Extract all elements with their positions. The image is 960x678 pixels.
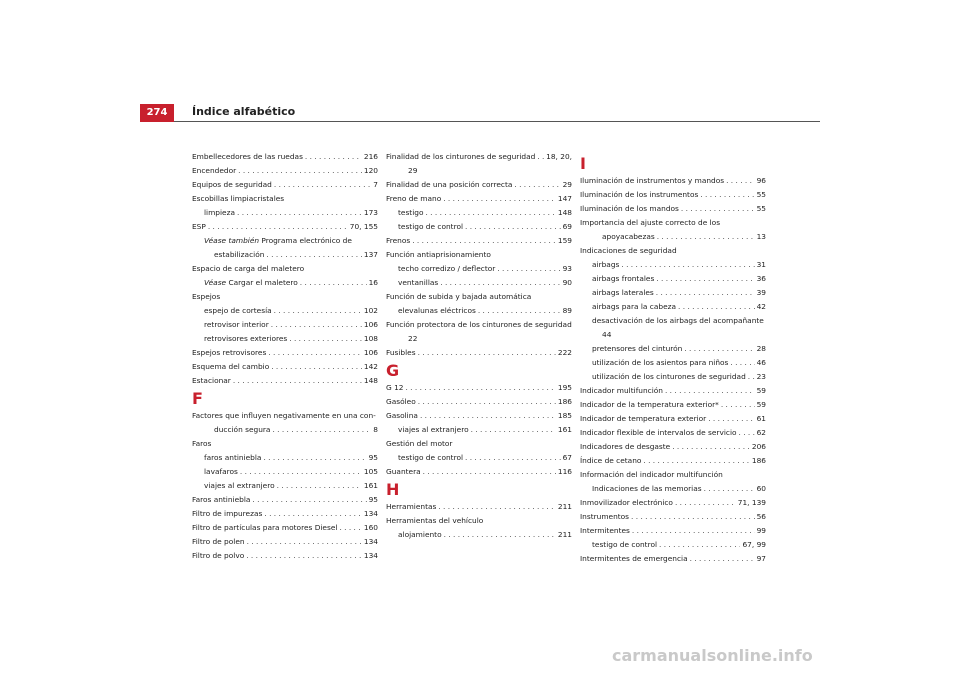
index-subentry: estabilización . . . 137 bbox=[192, 248, 378, 262]
index-subentry: Indicaciones de las memorias . . . 60 bbox=[580, 482, 766, 496]
index-subentry: testigo de control . . . 67 bbox=[386, 451, 572, 465]
index-entry: Inmovilizador electrónico . . . 71, 139 bbox=[580, 496, 766, 510]
index-entry: Intermitentes . . . 99 bbox=[580, 524, 766, 538]
index-see: Véase Cargar el maletero . . . 16 bbox=[192, 276, 378, 290]
index-entry: Información del indicador multifunción bbox=[580, 470, 723, 479]
index-entry: Espejos bbox=[192, 292, 221, 301]
index-entry: Indicador flexible de intervalos de servicio . . . 62 bbox=[580, 426, 766, 440]
index-entry: Índice de cetano . . . 186 bbox=[580, 454, 766, 468]
index-entry: Estacionar . . . 148 bbox=[192, 374, 378, 388]
index-entry: Indicaciones de seguridad bbox=[580, 246, 677, 255]
index-entry-continued: 29 bbox=[408, 166, 418, 175]
index-entry: Equipos de seguridad . . . 7 bbox=[192, 178, 378, 192]
index-entry: Indicador de la temperatura exterior* . . . 59 bbox=[580, 398, 766, 412]
index-see-also: Véase también Programa electrónico de bbox=[204, 236, 352, 245]
index-column-2 bbox=[386, 150, 572, 542]
index-entry: Función de subida y bajada automática bbox=[386, 292, 532, 301]
index-entry: Finalidad de una posición correcta . . . 29 bbox=[386, 178, 572, 192]
section-letter-f: F bbox=[192, 389, 203, 408]
index-entry: Faros antiniebla . . . 95 bbox=[192, 493, 378, 507]
index-entry: Iluminación de los mandos . . . 55 bbox=[580, 202, 766, 216]
index-column-1 bbox=[192, 150, 378, 563]
index-entry: Iluminación de los instrumentos . . . 55 bbox=[580, 188, 766, 202]
index-entry: Función protectora de los cinturones de seguridad bbox=[386, 320, 572, 329]
section-letter-g: G bbox=[386, 361, 400, 380]
index-subentry: testigo de control . . . 67, 99 bbox=[580, 538, 766, 552]
index-entry: Fusibles . . . 222 bbox=[386, 346, 572, 360]
index-entry: Escobillas limpiacristales bbox=[192, 194, 285, 203]
watermark: carmanualsonline.info bbox=[612, 646, 813, 665]
index-subentry: limpieza . . . 173 bbox=[192, 206, 378, 220]
index-entry: Herramientas del vehículo bbox=[386, 516, 484, 525]
index-entry: Indicador multifunción . . . 59 bbox=[580, 384, 766, 398]
index-entry: Filtro de impurezas . . . 134 bbox=[192, 507, 378, 521]
page-title: Índice alfabético bbox=[192, 105, 296, 118]
index-entry: Finalidad de los cinturones de seguridad . . . 18, 20, bbox=[386, 150, 572, 164]
index-entry: Embellecedores de las ruedas . . . 216 bbox=[192, 150, 378, 164]
index-entry: Espacio de carga del maletero bbox=[192, 264, 305, 273]
index-entry: Frenos . . . 159 bbox=[386, 234, 572, 248]
index-entry: Gestión del motor bbox=[386, 439, 453, 448]
index-subentry: testigo de control . . . 69 bbox=[386, 220, 572, 234]
index-subentry: airbags frontales . . . 36 bbox=[580, 272, 766, 286]
index-entry: Faros bbox=[192, 439, 212, 448]
index-entry: Iluminación de instrumentos y mandos . . . 96 bbox=[580, 174, 766, 188]
index-column-3 bbox=[580, 150, 766, 566]
section-letter-h: H bbox=[386, 480, 400, 499]
section-letter-i: I bbox=[580, 154, 586, 173]
index-subentry: airbags laterales . . . 39 bbox=[580, 286, 766, 300]
index-subentry: desactivación de los airbags del acompañante bbox=[592, 316, 764, 325]
index-entry: Freno de mano . . . 147 bbox=[386, 192, 572, 206]
index-entry: ESP . . . 70, 155 bbox=[192, 220, 378, 234]
index-entry: Filtro de polvo . . . 134 bbox=[192, 549, 378, 563]
index-subentry: airbags . . . 31 bbox=[580, 258, 766, 272]
index-subentry: retrovisor interior . . . 106 bbox=[192, 318, 378, 332]
index-entry: Guantera . . . 116 bbox=[386, 465, 572, 479]
index-subentry: testigo . . . 148 bbox=[386, 206, 572, 220]
index-entry: Gasolina . . . 185 bbox=[386, 409, 572, 423]
index-subentry: alojamiento . . . 211 bbox=[386, 528, 572, 542]
header-rule bbox=[174, 121, 820, 122]
index-subentry: techo corredizo / deflector . . . 93 bbox=[386, 262, 572, 276]
index-entry: Importancia del ajuste correcto de los bbox=[580, 218, 721, 227]
index-entry: Indicadores de desgaste . . . 206 bbox=[580, 440, 766, 454]
index-entry: Función antiaprisionamiento bbox=[386, 250, 491, 259]
index-entry: Espejos retrovisores . . . 106 bbox=[192, 346, 378, 360]
index-subentry: espejo de cortesía . . . 102 bbox=[192, 304, 378, 318]
index-subentry: viajes al extranjero . . . 161 bbox=[386, 423, 572, 437]
index-entry: Encendedor . . . 120 bbox=[192, 164, 378, 178]
index-subentry: faros antiniebla . . . 95 bbox=[192, 451, 378, 465]
index-subentry: viajes al extranjero . . . 161 bbox=[192, 479, 378, 493]
page-header bbox=[140, 104, 820, 122]
index-entry: Filtro de polen . . . 134 bbox=[192, 535, 378, 549]
page-number: 274 bbox=[140, 104, 174, 122]
index-entry: Gasóleo . . . 186 bbox=[386, 395, 572, 409]
index-entry: Esquema del cambio . . . 142 bbox=[192, 360, 378, 374]
index-subentry: elevalunas eléctricos . . . 89 bbox=[386, 304, 572, 318]
index-subentry: pretensores del cinturón . . . 28 bbox=[580, 342, 766, 356]
index-subentry: ventanillas . . . 90 bbox=[386, 276, 572, 290]
index-entry: Filtro de partículas para motores Diesel . . . 160 bbox=[192, 521, 378, 535]
index-subentry-continued: 44 bbox=[602, 330, 612, 339]
index-entry: Factores que influyen negativamente en una con- bbox=[192, 411, 376, 420]
index-entry-continued: 22 bbox=[408, 334, 418, 343]
index-subentry: retrovisores exteriores . . . 108 bbox=[192, 332, 378, 346]
index-subentry: utilización de los cinturones de seguridad . . . 23 bbox=[580, 370, 766, 384]
index-entry: Instrumentos . . . 56 bbox=[580, 510, 766, 524]
index-subentry: lavafaros . . . 105 bbox=[192, 465, 378, 479]
index-entry: Indicador de temperatura exterior . . . 61 bbox=[580, 412, 766, 426]
index-entry: Intermitentes de emergencia . . . 97 bbox=[580, 552, 766, 566]
index-entry-continued: ducción segura . . . 8 bbox=[192, 423, 378, 437]
index-entry: Herramientas . . . 211 bbox=[386, 500, 572, 514]
index-subentry: utilización de los asientos para niños . . . 46 bbox=[580, 356, 766, 370]
index-entry: G 12 . . . 195 bbox=[386, 381, 572, 395]
index-subentry: airbags para la cabeza . . . 42 bbox=[580, 300, 766, 314]
index-entry-continued: apoyacabezas . . . 13 bbox=[580, 230, 766, 244]
